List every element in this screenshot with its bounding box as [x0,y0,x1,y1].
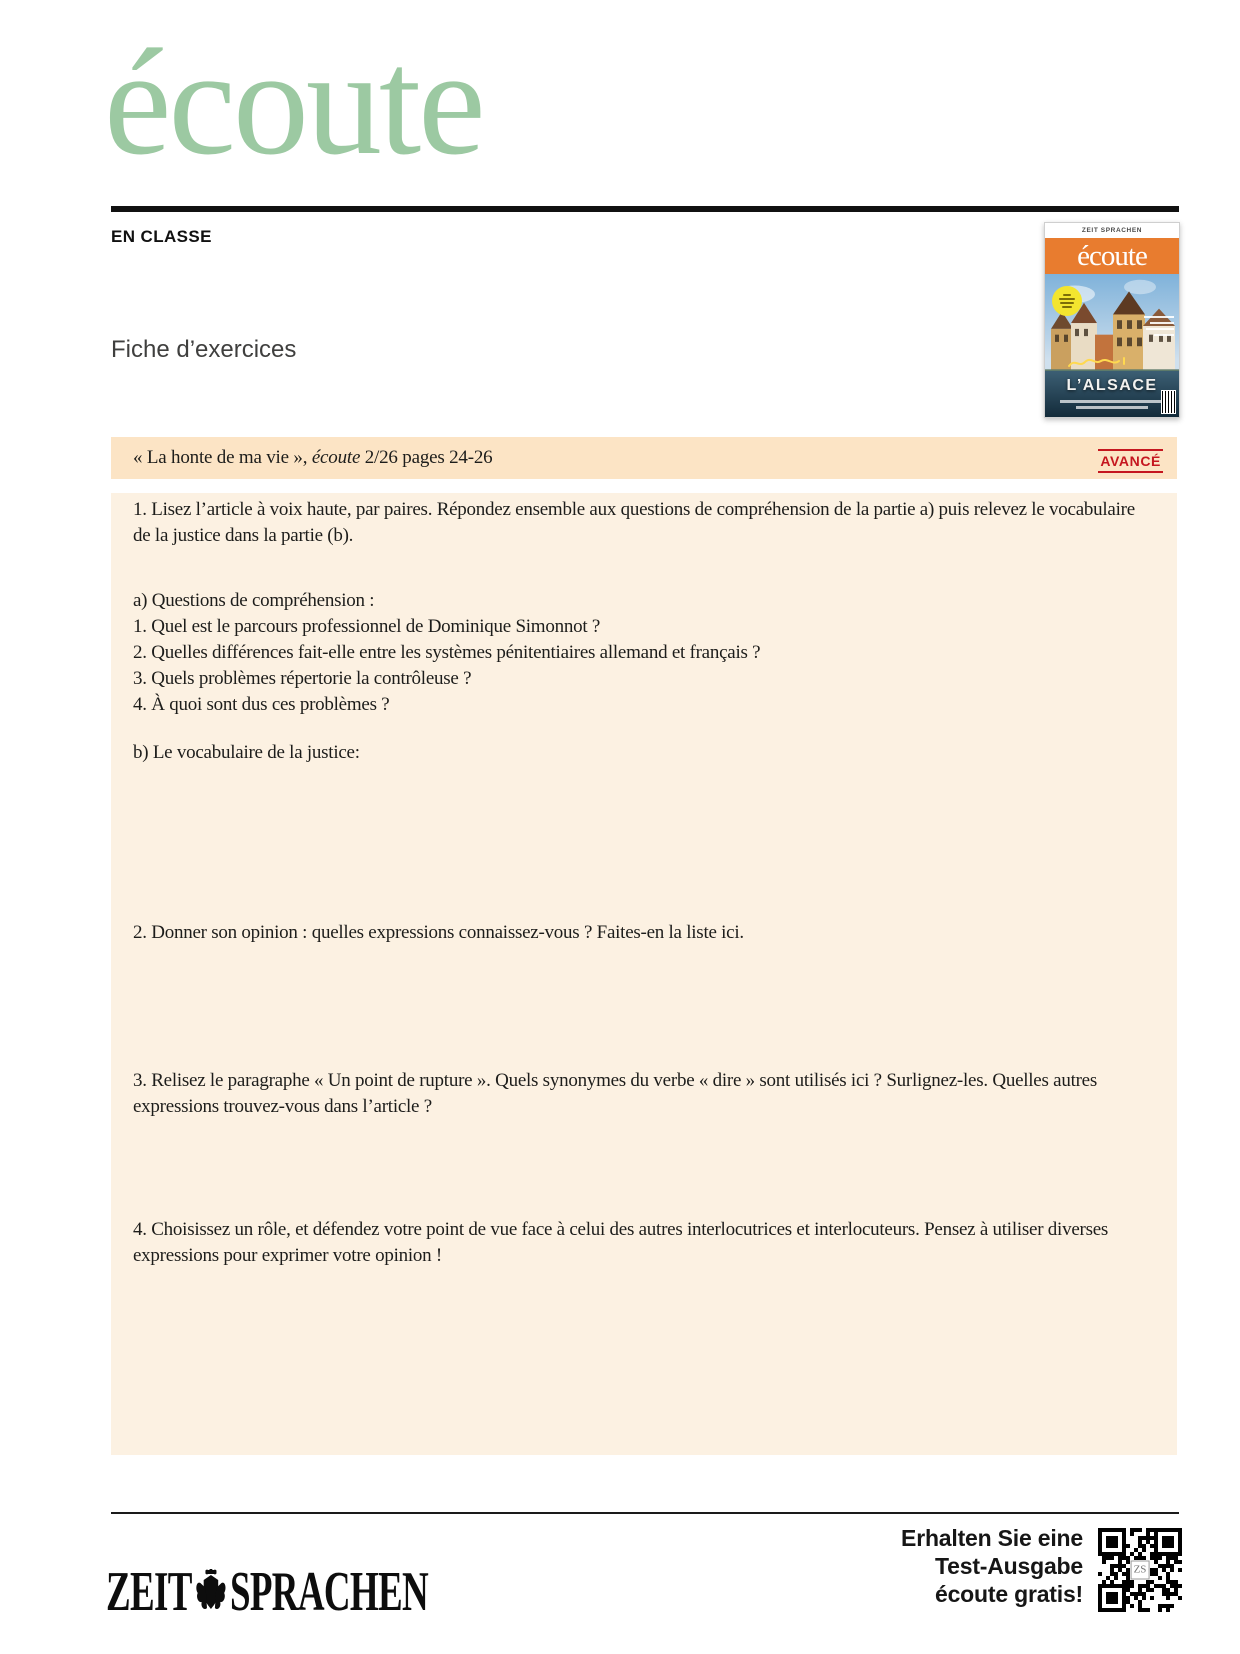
zeit-wordmark: ZEIT [106,1561,192,1623]
cover-barcode [1161,390,1176,414]
exercise-header-bar [111,437,1177,479]
exercise-sheet [111,493,1177,1455]
cover-brand: ZEIT SPRACHEN [1081,227,1143,234]
cover-caption-line [1060,400,1164,403]
exercise-1-instructions: 1. Lisez l’article à voix haute, par paires. Répondez ensemble aux questions de compréhension de la partie a) puis relevez le vocabulaire de la justice dans la partie (b). [133,499,1135,546]
subscription-promo [901,1524,1083,1608]
footer-divider [111,1512,1179,1514]
zeit-crest-icon [194,1569,228,1615]
article-title: « La honte de ma vie », [133,447,312,468]
cover-masthead: écoute [1077,239,1147,272]
sprachen-wordmark: SPRACHEN [229,1561,429,1623]
question-a2: 2. Quelles différences fait-elle entre les systèmes pénitentiaires allemand et français ? [133,642,761,663]
part-a-heading: a) Questions de compréhension : [133,590,375,611]
question-a3: 3. Quels problèmes répertorie la contrôleuse ? [133,668,472,689]
page-title: Fiche d’exercices [111,336,297,363]
article-issue-pages: 2/26 pages 24-26 [360,447,493,468]
magazine-cover-thumbnail [1044,222,1180,418]
promo-line-2: Test-Ausgabe [935,1553,1083,1579]
cover-top-strip [1045,223,1179,238]
cover-menu-lines [1144,316,1174,336]
section-label: EN CLASSE [111,227,212,246]
ecoute-logo: écoute [104,18,483,186]
cover-promo-badge [1052,286,1082,316]
header-divider [111,206,1179,212]
qr-code [1098,1528,1182,1612]
promo-line-1: Erhalten Sie eine [901,1525,1083,1551]
exercise-3-instructions: 3. Relisez le paragraphe « Un point de rupture ». Quels synonymes du verbe « dire » sont utilisés ici ? Surlignez-les. Quelles autres expressions trouvez-vous dans l’article ? [133,1070,1097,1117]
qr-center-label: ZS [1131,1561,1150,1580]
level-badge: AVANCÉ [1098,449,1163,473]
cover-script-decoration [1067,355,1129,371]
article-reference [111,437,1177,479]
cover-photo-alsace [1045,274,1179,417]
part-b-heading: b) Le vocabulaire de la justice: [133,742,360,763]
cover-topic: L’ALSACE [1066,377,1158,394]
cover-caption-line [1076,406,1148,409]
question-a1: 1. Quel est le parcours professionnel de Dominique Simonnot ? [133,616,601,637]
cover-masthead-band [1045,238,1179,274]
promo-line-3: écoute gratis! [934,1581,1083,1607]
magazine-name-italic: écoute [311,447,361,468]
exercise-2-instructions: 2. Donner son opinion : quelles expressions connaissez-vous ? Faites-en la liste ici. [133,922,744,943]
zeit-sprachen-logo [106,1560,428,1624]
exercise-4-instructions: 4. Choisissez un rôle, et défendez votre point de vue face à celui des autres interlocutrices et interlocuteurs. Pensez à utiliser diverses expressions pour exprimer votre opinion ! [133,1219,1109,1266]
question-a4: 4. À quoi sont dus ces problèmes ? [133,694,390,715]
